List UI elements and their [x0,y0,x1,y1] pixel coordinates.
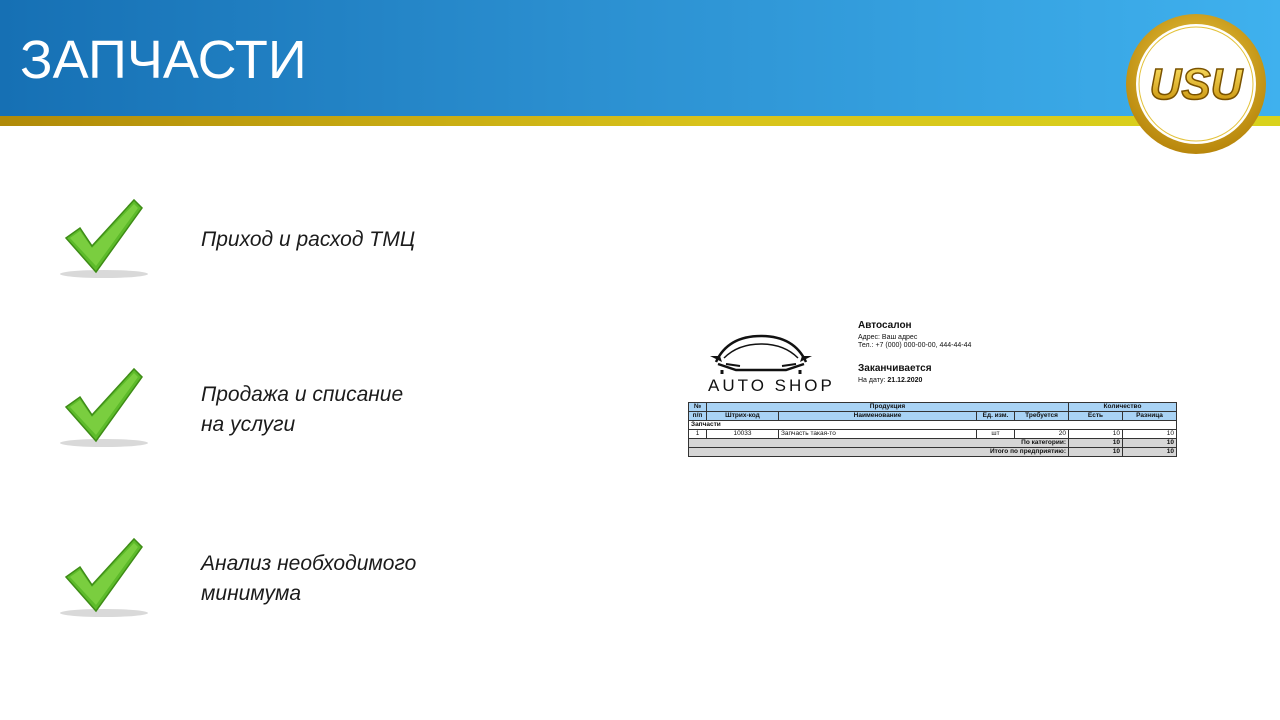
company-name: Автосалон [858,320,912,331]
header-gold-band [0,116,1280,126]
slide-title: ЗАПЧАСТИ [20,30,307,90]
usu-logo [1125,13,1267,155]
header-num-top: № [689,403,707,412]
company-phone: Тел.: +7 (000) 000-00-00, 444-44-44 [858,342,972,349]
category-total-row [689,439,1177,448]
cell-barcode: 10033 [707,430,779,439]
header-diff: Разница [1123,412,1177,421]
cell-diff: 10 [1123,430,1177,439]
cell-required: 20 [1015,430,1069,439]
auto-shop-logo-text: AUTO SHOP [708,376,835,395]
enterprise-total-diff: 10 [1123,448,1177,457]
cell-name: Запчасть такая-то [779,430,977,439]
table-row [689,430,1177,439]
enterprise-total-label: Итого по предприятию: [689,448,1069,457]
cell-num: 1 [689,430,707,439]
table-header-row [689,403,1177,412]
header-quantity: Количество [1069,403,1177,412]
car-icon [706,328,816,376]
category-total-diff: 10 [1123,439,1177,448]
report-title: Заканчивается [858,363,932,374]
category-label: Запчасти [689,421,1177,430]
enterprise-total-have: 10 [1069,448,1123,457]
header-barcode: Штрих-код [707,412,779,421]
checkmark-icon [58,537,150,619]
bullet-text: Приход и расход ТМЦ [201,228,416,251]
header-products: Продукция [707,403,1069,412]
bullet-text: Продажа и списание на услуги [201,383,404,436]
header-name: Наименование [779,412,977,421]
usu-logo-text: USU [1149,60,1243,109]
checkmark-icon [58,198,150,280]
report-preview [688,318,1178,468]
company-contacts [858,334,971,350]
company-address: Адрес: Ваш адрес [858,334,918,341]
enterprise-total-row [689,448,1177,457]
header-unit: Ед. изм. [977,412,1015,421]
cell-have: 10 [1069,430,1123,439]
header-num-bottom: п/п [689,412,707,421]
header-have: Есть [1069,412,1123,421]
report-date: На дату: 21.12.2020 [858,377,923,384]
category-total-label: По категории: [689,439,1069,448]
checkmark-icon [58,367,150,449]
header-required: Требуется [1015,412,1069,421]
report-table [688,402,1177,457]
cell-unit: шт [977,430,1015,439]
table-header-row [689,412,1177,421]
category-total-have: 10 [1069,439,1123,448]
category-row [689,421,1177,430]
bullet-text: Анализ необходимого минимума [201,552,417,605]
